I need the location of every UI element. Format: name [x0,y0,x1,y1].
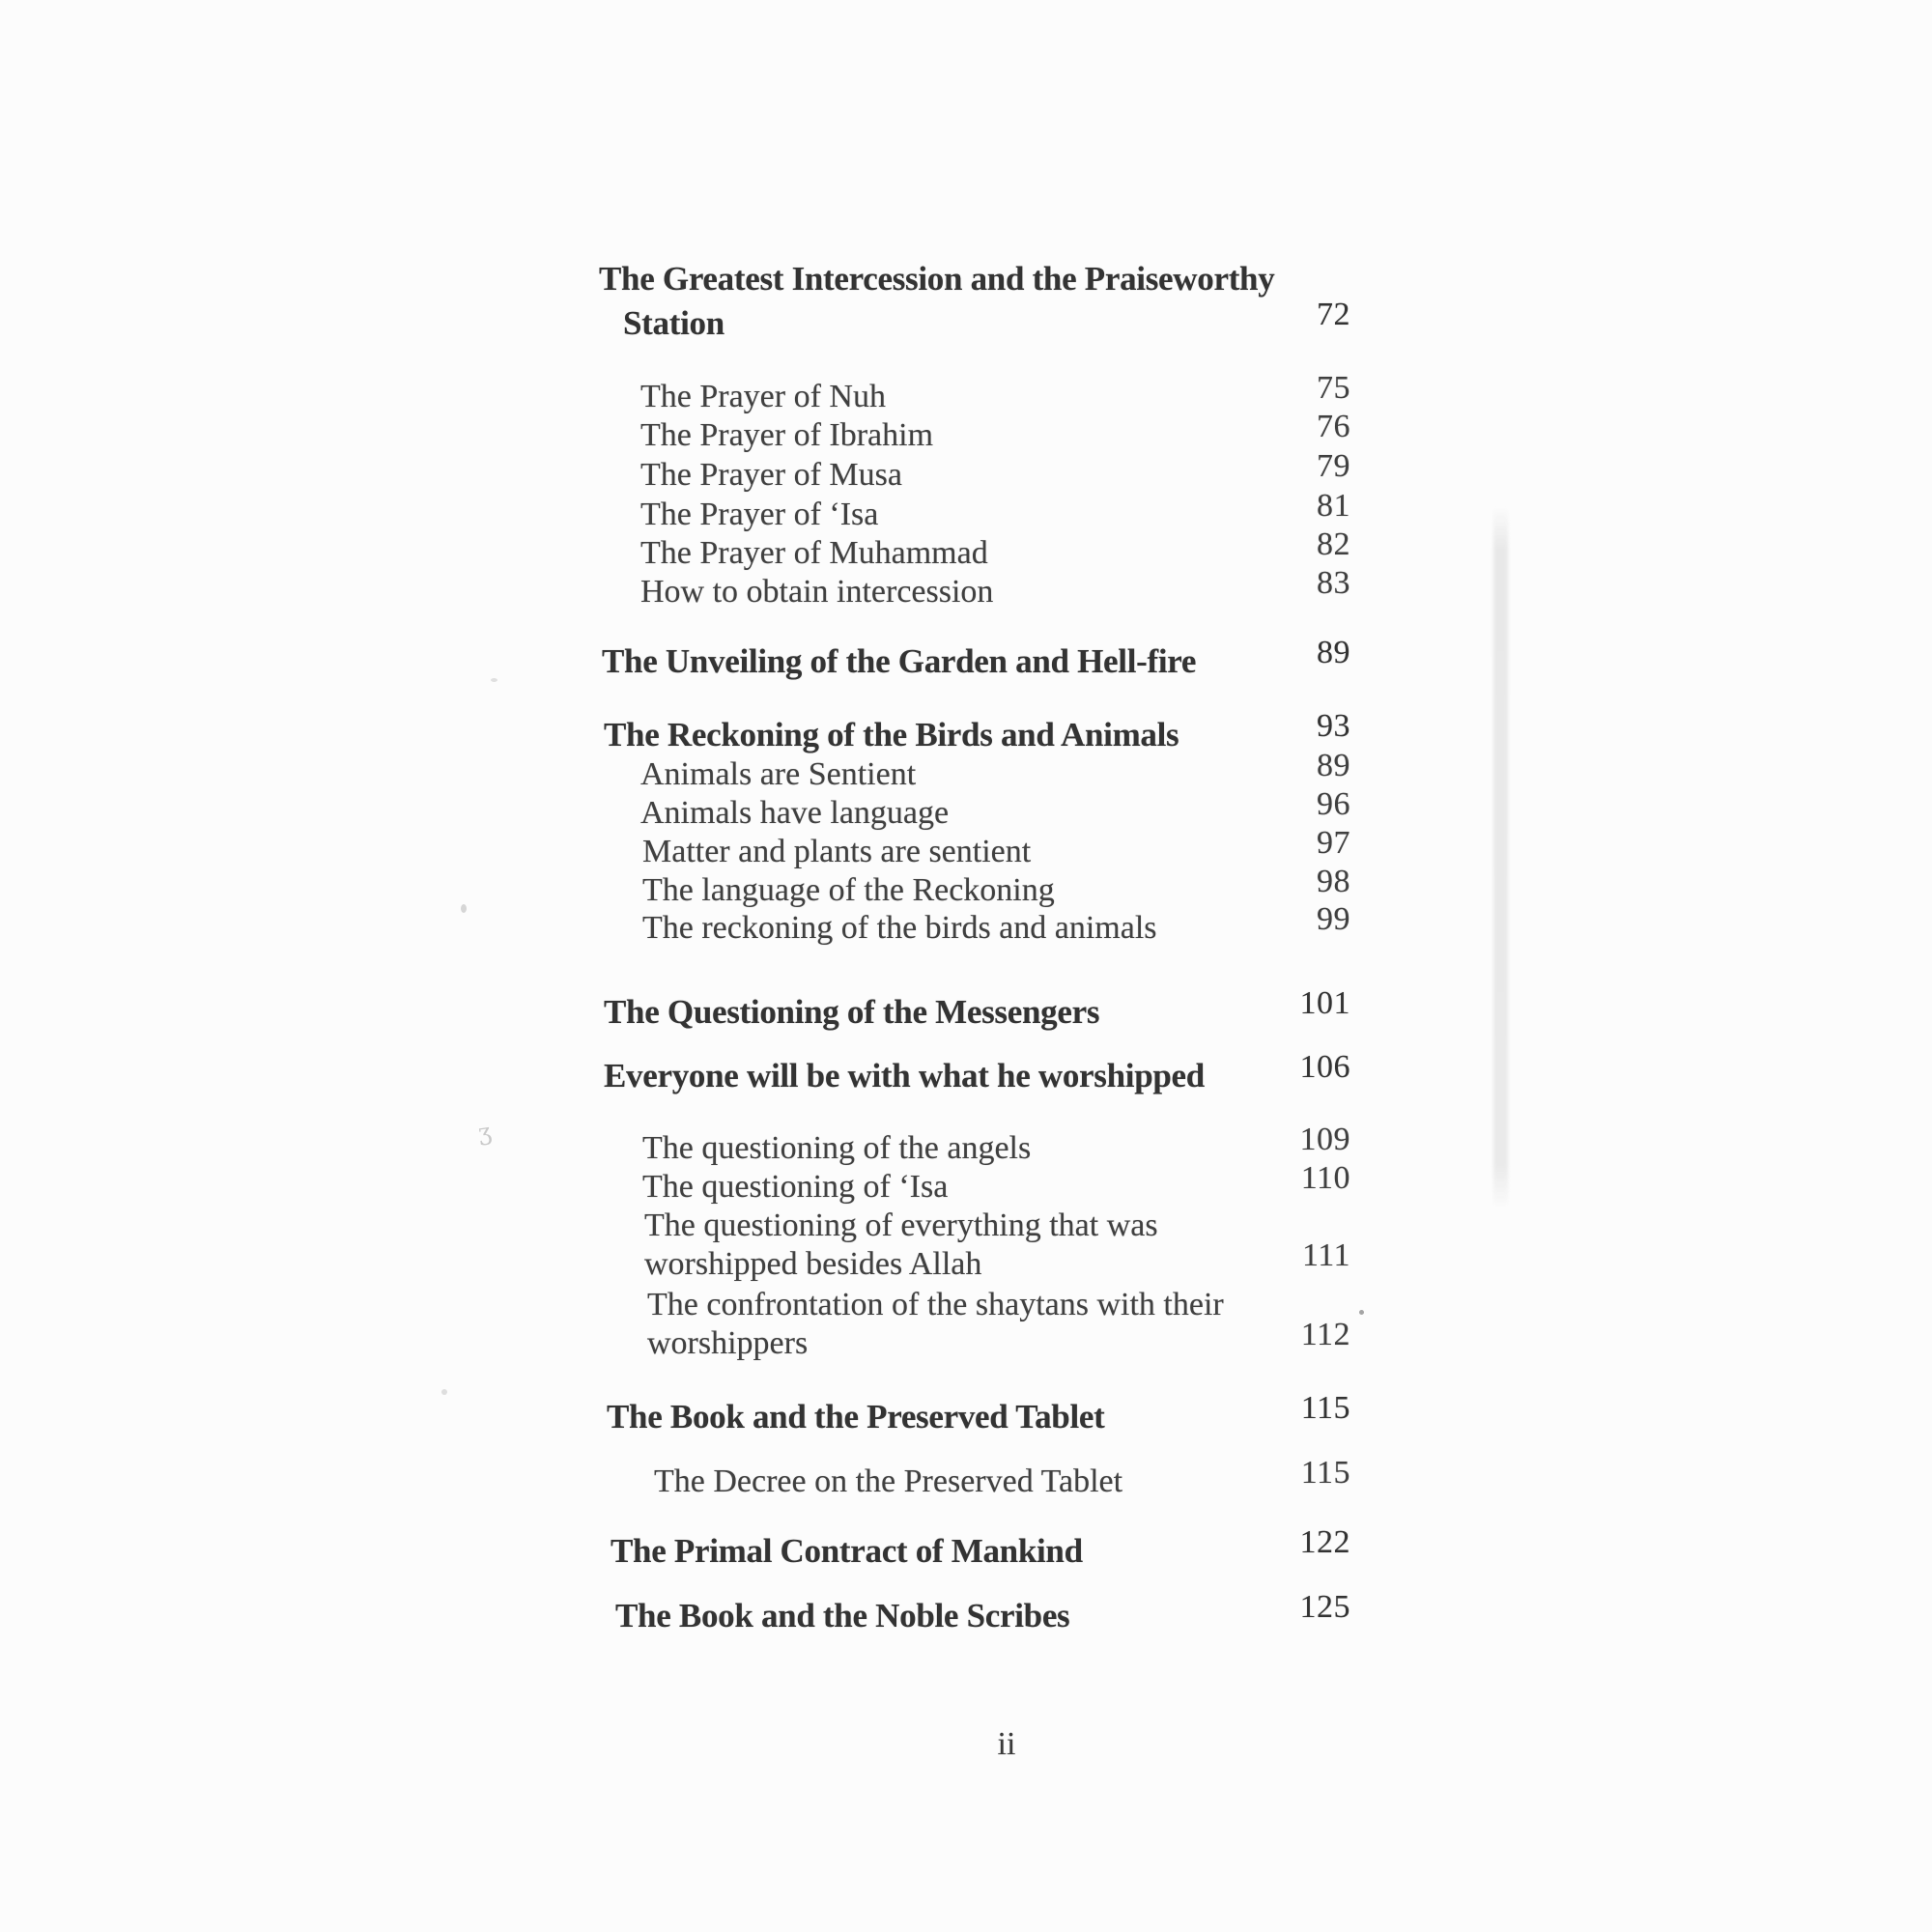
toc-entry [640,748,1350,796]
toc-entry-page: 93 [1317,708,1350,744]
footer-page-number: ii [997,1726,1016,1762]
toc-entry [640,370,1350,418]
toc-entry-title: Matter and plants are sentient [642,834,1032,869]
toc-entry-page: 112 [1300,1317,1350,1352]
toc-entry [642,864,1350,912]
toc-entry-page: 98 [1317,864,1350,899]
toc-entry [604,1049,1350,1097]
toc-entry-title: The confrontation of the shaytans with their [647,1287,1224,1322]
toc-entry-title: The language of the Reckoning [642,872,1055,908]
toc-entry-page: 89 [1317,748,1350,783]
toc-entry [642,1160,1350,1208]
toc-entry [611,1524,1350,1573]
toc-entry [640,786,1350,835]
toc-entry [642,901,1350,950]
toc-entry-page: 106 [1299,1049,1350,1085]
toc-entry-page: 97 [1317,825,1350,861]
toc-entry-title: How to obtain intercession [640,574,994,610]
toc-entry-page: 115 [1300,1455,1350,1491]
toc-entry [647,1317,1350,1365]
toc-entry [640,565,1350,613]
toc-entry [640,409,1350,457]
toc-entry-title: worshippers [647,1325,809,1361]
toc-entry-title: The Prayer of Muhammad [640,535,988,571]
toc-entry-title: The questioning of ‘Isa [642,1169,949,1205]
toc-entry-page: 115 [1300,1390,1350,1426]
toc-entry-page: 75 [1317,370,1350,406]
toc-entry [599,258,1350,300]
page-edge-shadow [1493,507,1508,1208]
toc-entry-page: 101 [1299,985,1350,1021]
toc-entry [644,1237,1350,1286]
toc-entry [642,825,1350,873]
toc-entry-title: The questioning of the angels [642,1130,1032,1166]
toc-entry-title: The Prayer of ‘Isa [640,497,879,532]
toc-entry-page: 81 [1317,488,1350,524]
toc-entry-title: Animals have language [640,795,950,831]
toc-entry [654,1455,1350,1503]
toc-entry-title: Animals are Sentient [640,756,917,792]
toc-entry-title: The Reckoning of the Birds and Animals [604,716,1179,753]
toc-entry [640,448,1350,497]
toc-entry [623,297,1350,345]
scan-speck [491,678,497,682]
toc-entry-title: The Prayer of Nuh [640,379,886,414]
toc-entry [642,1122,1350,1170]
scan-speck [441,1389,447,1395]
toc-entry-title: The reckoning of the birds and animals [642,910,1157,946]
toc-entry [602,635,1350,683]
toc-entry [615,1589,1350,1637]
toc-entry [640,526,1350,575]
toc-entry [644,1205,1350,1247]
toc-entry-page: 111 [1302,1237,1350,1273]
toc-entry [604,708,1350,756]
toc-entry-title: The Unveiling of the Garden and Hell-fire [602,642,1197,680]
toc-entry-title: The Book and the Preserved Tablet [607,1398,1105,1435]
toc-entry [607,1390,1350,1438]
toc-entry-page: 72 [1317,297,1350,332]
toc-entry-page: 110 [1300,1160,1350,1196]
toc-entry-title: The questioning of everything that was [644,1208,1158,1243]
toc-entry-title: The Primal Contract of Mankind [611,1532,1083,1570]
toc-entry [604,985,1350,1034]
toc-entry-title: The Book and the Noble Scribes [615,1597,1070,1634]
toc-entry-page: 96 [1317,786,1350,822]
toc-entry-page: 122 [1299,1524,1350,1560]
toc-entry-title: The Prayer of Musa [640,457,902,493]
toc-entry-title: Station [623,304,724,342]
scan-dot-after-112 [1359,1310,1364,1315]
scan-squiggle-mark: ʒ [476,1118,494,1147]
toc-entry-page: 76 [1317,409,1350,444]
toc-entry [647,1284,1350,1326]
toc-entry-page: 83 [1317,565,1350,601]
toc-entry-title: The Prayer of Ibrahim [640,417,934,453]
toc-entry-page: 109 [1299,1122,1350,1157]
toc-entry-page: 79 [1317,448,1350,484]
toc-entry [640,488,1350,536]
toc-entry-page: 89 [1317,635,1350,670]
scan-speck [461,904,467,913]
toc-entry-title: The Questioning of the Messengers [604,993,1100,1031]
toc-entry-page: 125 [1299,1589,1350,1625]
toc-entry-title: worshipped besides Allah [644,1246,982,1282]
toc-entry-title: The Decree on the Preserved Tablet [654,1463,1123,1499]
toc-entry-title: The Greatest Intercession and the Praiseworthy [599,260,1275,298]
toc-entry-page: 82 [1317,526,1350,562]
toc-entry-title: Everyone will be with what he worshipped [604,1057,1205,1094]
toc-entry-page: 99 [1317,901,1350,937]
